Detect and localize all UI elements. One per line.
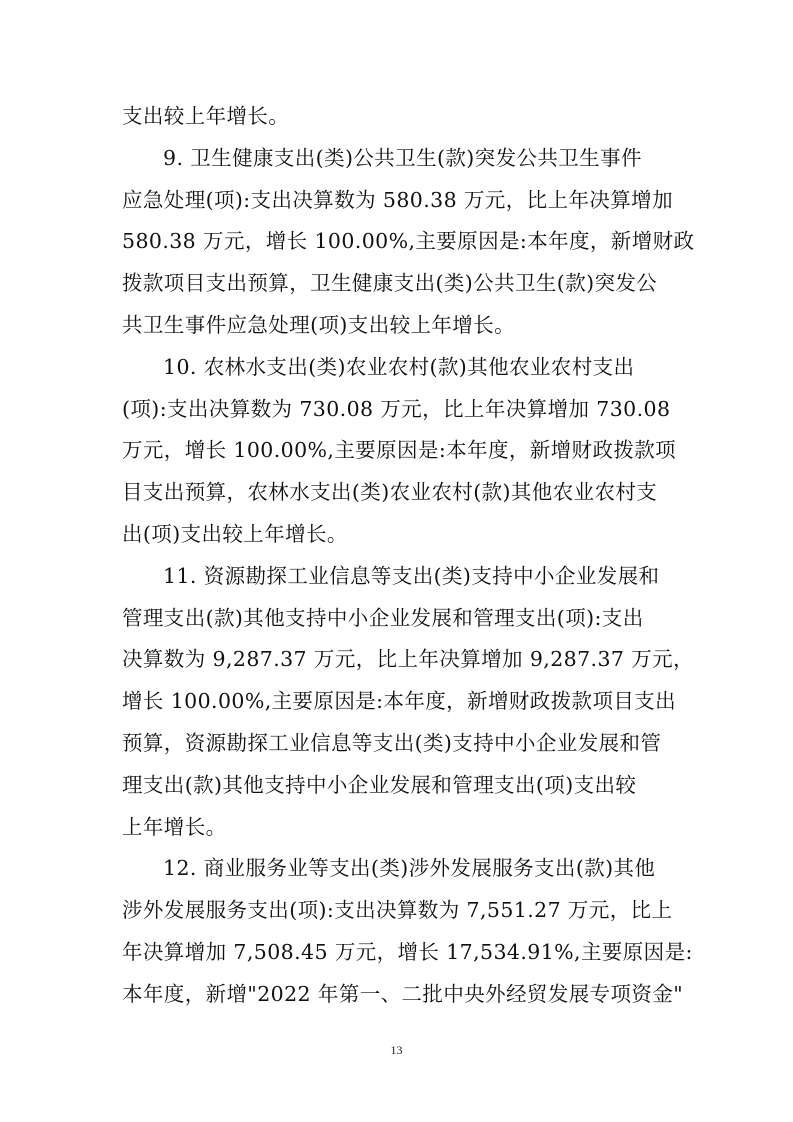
text-line: 支出较上年增长。 xyxy=(122,104,290,128)
paragraph-item-10 xyxy=(122,347,678,556)
text-line: 年决算增加 7,508.45 万元，增长 17,534.91%,主要原因是: xyxy=(122,939,693,964)
paragraph-item-11 xyxy=(122,556,694,849)
text-line: 理支出(款)其他支持中小企业发展和管理支出(项)支出较 xyxy=(122,772,637,797)
text-line: 增长 100.00%,主要原因是:本年度，新增财政拨款项目支出 xyxy=(122,689,677,714)
text-line: 预算，资源勘探工业信息等支出(类)支持中小企业发展和管 xyxy=(122,730,662,755)
text-line: 9. 卫生健康支出(类)公共卫生(款)突发公共卫生事件 xyxy=(163,145,642,170)
page-number: 13 xyxy=(390,1043,403,1057)
text-line: 本年度，新增"2022 年第一、二批中央外经贸发展专项资金" xyxy=(122,981,684,1006)
text-line: 万元，增长 100.00%,主要原因是:本年度，新增财政拨款项 xyxy=(122,438,677,463)
text-line: 涉外发展服务支出(项):支出决算数为 7,551.27 万元，比上 xyxy=(122,898,673,923)
text-line: 决算数为 9,287.37 万元，比上年决算增加 9,287.37 万元， xyxy=(122,647,694,672)
paragraph-continuation xyxy=(122,96,678,138)
paragraph-item-9 xyxy=(122,138,695,347)
text-line: 管理支出(款)其他支持中小企业发展和管理支出(项):支出 xyxy=(122,605,644,630)
text-line: 10. 农林水支出(类)农业农村(款)其他农业农村支出 xyxy=(163,354,635,379)
text-line: 11. 资源勘探工业信息等支出(类)支持中小企业发展和 xyxy=(163,563,660,588)
text-line: 应急处理(项):支出决算数为 580.38 万元，比上年决算增加 xyxy=(122,187,673,212)
text-line: 目支出预算，农林水支出(类)农业农村(款)其他农业农村支 xyxy=(122,480,658,505)
text-line: 上年增长。 xyxy=(122,814,227,839)
text-line: (项):支出决算数为 730.08 万元，比上年决算增加 730.08 xyxy=(122,396,671,421)
paragraph-item-12 xyxy=(122,848,693,1015)
text-line: 拨款项目支出预算，卫生健康支出(类)公共卫生(款)突发公 xyxy=(122,271,658,296)
text-line: 出(项)支出较上年增长。 xyxy=(122,521,348,546)
text-line: 580.38 万元，增长 100.00%,主要原因是:本年度，新增财政 xyxy=(122,229,695,254)
body-text xyxy=(122,96,695,1016)
text-line: 12. 商业服务业等支出(类)涉外发展服务支出(款)其他 xyxy=(163,856,656,881)
text-line: 共卫生事件应急处理(项)支出较上年增长。 xyxy=(122,312,515,337)
